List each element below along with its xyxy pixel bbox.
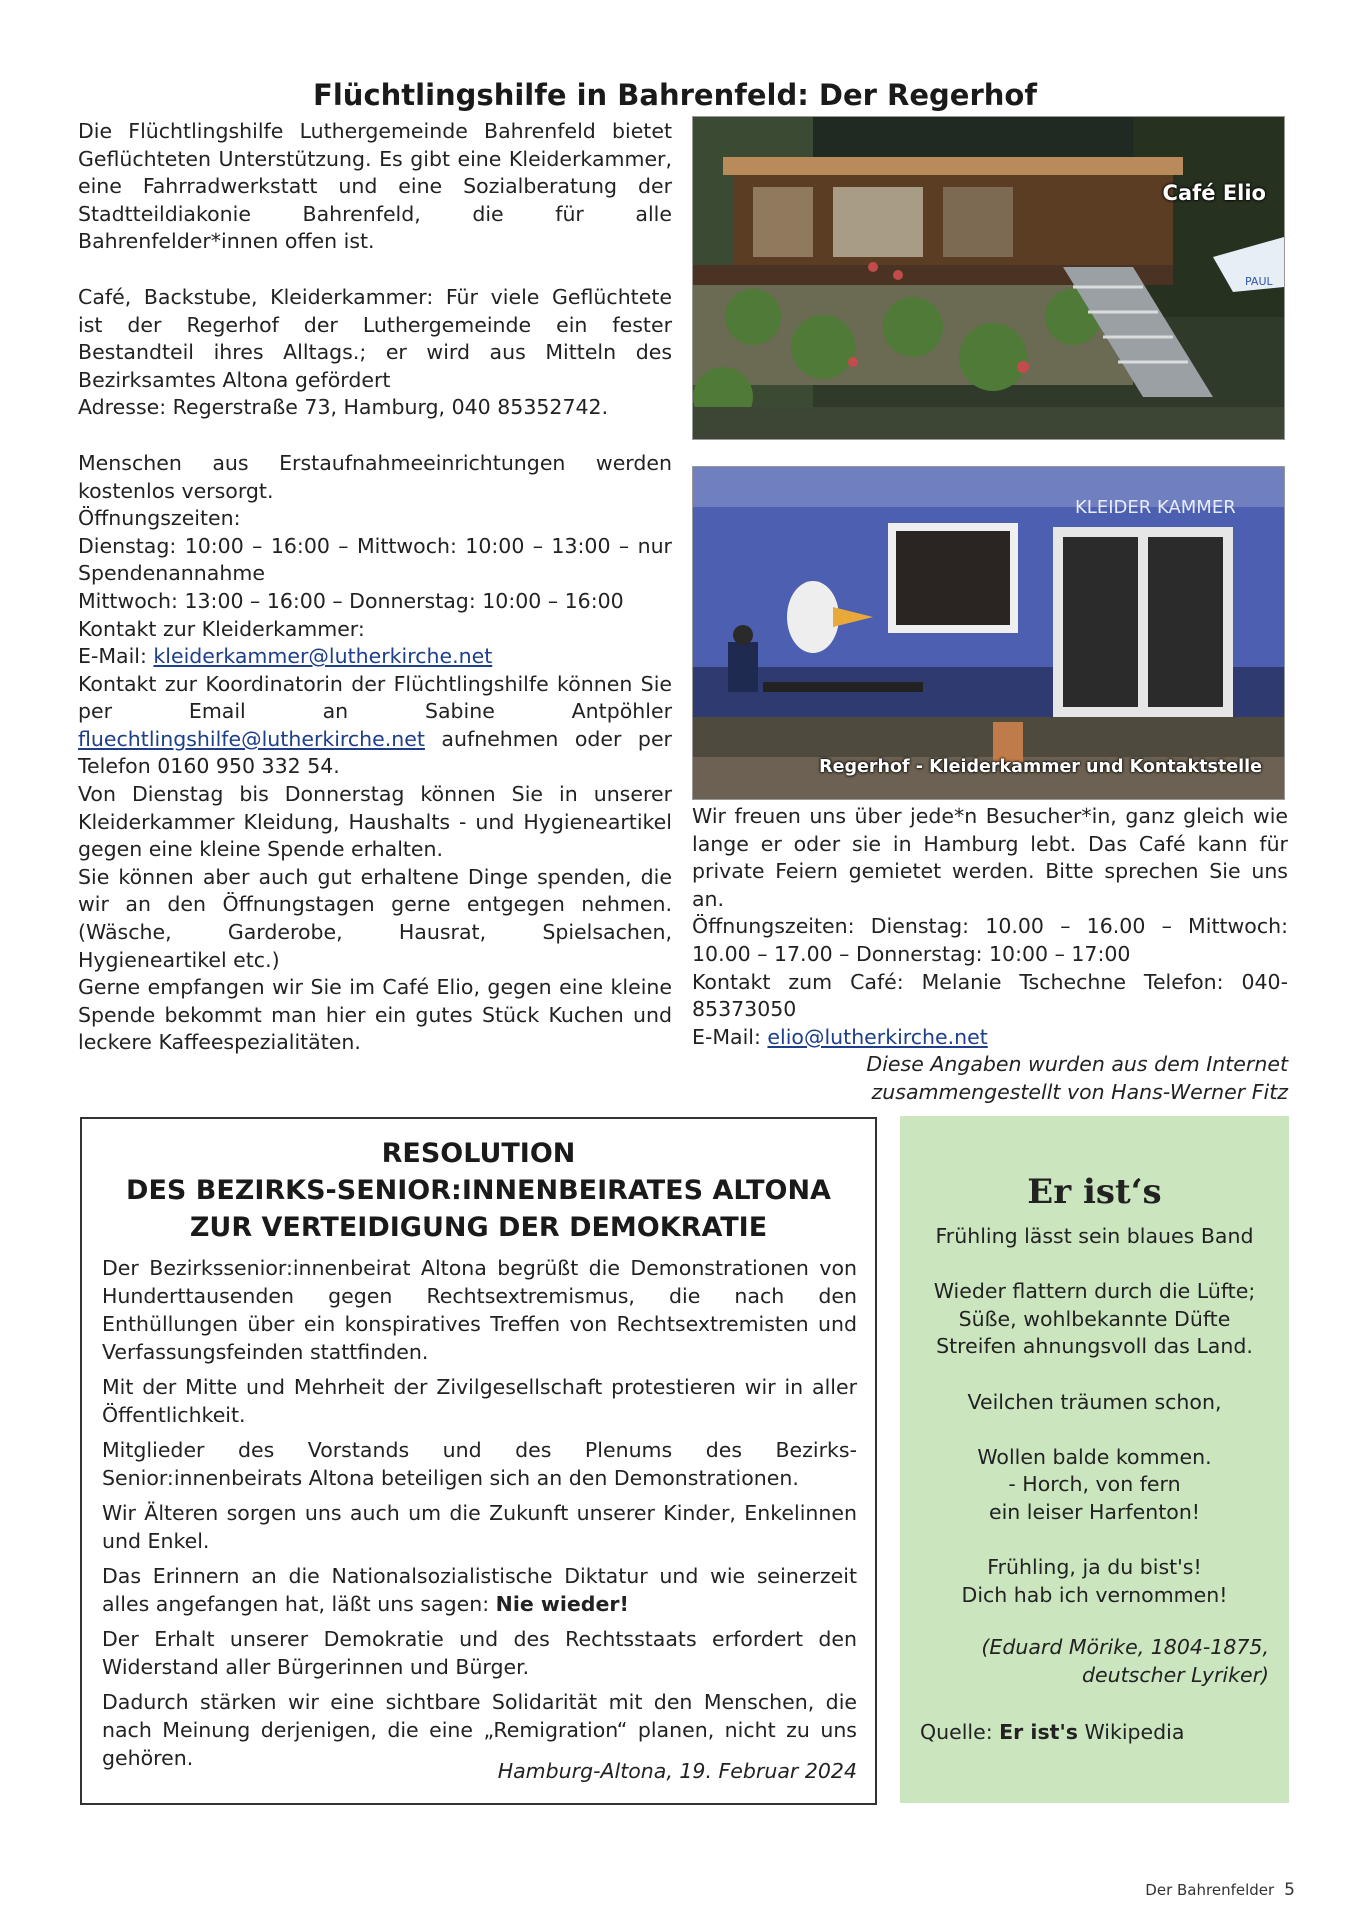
cafe-hours: Öffnungszeiten: Dienstag: 10.00 – 16.00 – Mittwoch: 10.00 – 17.00 – Donnerstag: 10:00 – 17:00: [692, 914, 1288, 966]
article-para3: Menschen aus Erstaufnahmeeinrichtungen werden kostenlos versorgt.: [78, 450, 672, 503]
poem-line: Veilchen träumen schon,: [967, 1389, 1222, 1414]
contact-label: Kontakt zur Kleiderkammer:: [78, 616, 365, 641]
resolution-heading: [82, 1135, 875, 1246]
email-prefix: E-Mail:: [78, 644, 154, 669]
hours-line1: Dienstag: 10:00 – 16:00 – Mittwoch: 10:00 – 13:00 – nur Spendenannahme: [78, 533, 672, 586]
kleiderkammer-sign-text: KLEIDER KAMMER: [1075, 497, 1236, 518]
poem-line: Streifen ahnungsvoll das Land.: [936, 1334, 1253, 1359]
poem-stanza-2: [900, 1278, 1289, 1361]
resolution-p3: Mitglieder des Vorstands und des Plenums des Bezirks-Senior:innenbeirats Altona beteiligen sich an den Demonstrationen.: [102, 1438, 857, 1490]
publication-name: Der Bahrenfelder: [1145, 1881, 1275, 1899]
poem-source-suffix: Wikipedia: [1077, 1720, 1185, 1744]
resolution-p7: Dadurch stärken wir eine sichtbare Solidarität mit den Menschen, die nach Meinung derjenigen, die eine „Remigration“ planen, nicht zu uns gehören.: [102, 1690, 857, 1770]
resolution-p1: Der Bezirkssenior:innenbeirat Altona begrüßt die Demonstrationen von Hunderttausenden gegen Rechtsextremismus, die nach den Enthüllungen über ein konspiratives Treffen von Rechtsextremisten und Verfassungsfeinden stattfinden.: [102, 1256, 857, 1364]
poem-stanza-1: [900, 1223, 1289, 1251]
poem-line: ein leiser Harfenton!: [988, 1499, 1201, 1524]
poem-stanza-3: [900, 1389, 1289, 1417]
poem-source: [920, 1720, 1184, 1744]
article-left-column: [78, 118, 672, 1057]
poem-source-prefix: Quelle:: [920, 1720, 1000, 1744]
page-number: 5: [1284, 1880, 1295, 1900]
article-right-column: [692, 803, 1288, 1107]
cafe-email-link[interactable]: elio@lutherkirche.net: [767, 1024, 988, 1049]
cafe-elio-illustration: [693, 117, 1284, 439]
coordinator-tail: aufnehmen oder per Telefon 0160 950 332 54.: [78, 726, 672, 779]
credit-line1: Diese Angaben wurden aus dem Internet: [866, 1052, 1288, 1077]
article-title: Flüchtlingshilfe in Bahrenfeld: Der Regerhof: [313, 78, 1037, 112]
page-footer: [1145, 1880, 1295, 1900]
resolution-p6: Der Erhalt unserer Demokratie und des Rechtsstaats erfordert den Widerstand aller Bürgerinnen und Bürger.: [102, 1627, 857, 1679]
photo2-caption: Regerhof - Kleiderkammer und Kontaktstelle: [819, 757, 1262, 777]
poem-text: [900, 1223, 1289, 1637]
hours-label: Öffnungszeiten:: [78, 506, 241, 531]
poem-line: Wieder flattern durch die Lüfte;: [933, 1279, 1256, 1304]
poem-line: Wollen balde kommen.: [977, 1444, 1212, 1469]
poem-title: Er ist‘s: [1027, 1172, 1162, 1212]
cafe-email-line: [692, 1024, 1288, 1052]
article-para7: Wir freuen uns über jede*n Besucher*in, ganz gleich wie lange er oder sie in Hamburg lebt. Das Café kann für private Feiern gemietet werden. Bitte sprechen Sie uns an.: [692, 804, 1288, 911]
resolution-heading-line1: RESOLUTION: [381, 1138, 576, 1169]
poem-source-title: Er ist's: [999, 1720, 1078, 1744]
poem-line: Frühling, ja du bist's!: [987, 1555, 1202, 1580]
hours-line2: Mittwoch: 13:00 – 16:00 – Donnerstag: 10:00 – 16:00: [78, 588, 624, 613]
cafe-elio-photo: [692, 116, 1285, 440]
resolution-date: Hamburg-Altona, 19. Februar 2024: [497, 1759, 857, 1783]
article-para6: Gerne empfangen wir Sie im Café Elio, gegen eine kleine Spende bekommt man hier ein gutes Stück Kuchen und leckere Kaffeespezialitäten.: [78, 975, 672, 1055]
article-intro: Die Flüchtlingshilfe Luthergemeinde Bahrenfeld bietet Geflüchteten Unterstützung. Es gibt eine Kleiderkammer, eine Fahrradwerkstatt und eine Sozialberatung der Stadtteildiakonie Bahrenfeld, die für alle Bahrenfelder*innen offen ist.: [78, 119, 672, 254]
poem-line: - Horch, von fern: [1008, 1472, 1181, 1497]
poem-stanza-4: [900, 1444, 1289, 1527]
poem-line: Dich hab ich vernommen!: [961, 1582, 1228, 1607]
resolution-box: [80, 1117, 877, 1805]
resolution-p5: [102, 1562, 857, 1618]
poem-box: [900, 1116, 1289, 1803]
resolution-p4: Wir Älteren sorgen uns auch um die Zukunft unserer Kinder, Enkelinnen und Enkel.: [102, 1501, 857, 1553]
article-para4: Von Dienstag bis Donnerstag können Sie in unserer Kleiderkammer Kleidung, Haushalts - und Hygieneartikel gegen eine kleine Spende erhalten.: [78, 782, 672, 862]
poem-author-line1: (Eduard Mörike, 1804-1875,: [981, 1635, 1269, 1659]
credit-line2: zusammengestellt von Hans-Werner Fitz: [871, 1079, 1288, 1104]
article-para2: Café, Backstube, Kleiderkammer: Für viele Geflüchtete ist der Regerhof der Luthergemeinde ein fester Bestandteil ihres Alltags.; er wird aus Mitteln des Bezirksamtes Altona gefördert: [78, 284, 672, 392]
article-para5: Sie können aber auch gut erhaltene Dinge spenden, die wir an den Öffnungstagen gerne entgegen nehmen. (Wäsche, Garderobe, Hausrat, Spielsachen, Hygieneartikel etc.): [78, 864, 672, 972]
resolution-p2: Mit der Mitte und Mehrheit der Zivilgesellschaft protestieren wir in aller Öffentlichkeit.: [102, 1375, 857, 1427]
resolution-heading-line2: DES BEZIRKS-SENIOR:INNENBEIRATES ALTONA: [126, 1175, 831, 1206]
article-address: Adresse: Regerstraße 73, Hamburg, 040 85352742.: [78, 395, 609, 420]
kleiderkammer-email-link[interactable]: kleiderkammer@lutherkirche.net: [153, 644, 493, 669]
poem-stanza-5: [900, 1554, 1289, 1609]
resolution-body: [102, 1254, 857, 1779]
resolution-heading-line3: ZUR VERTEIDIGUNG DER DEMOKRATIE: [189, 1212, 768, 1243]
poem-author-line2: deutscher Lyriker): [1081, 1662, 1269, 1687]
kleiderkammer-photo: [692, 466, 1285, 800]
umbrella-text: PAUL: [1245, 275, 1273, 288]
resolution-p5-text: Das Erinnern an die Nationalsozialistische Diktatur und wie seinerzeit alles angefangen hat, läßt uns sagen:: [102, 1564, 857, 1616]
photo1-caption: Café Elio: [1162, 181, 1266, 205]
cafe-email-prefix: E-Mail:: [692, 1024, 768, 1049]
poem-author: [981, 1634, 1269, 1689]
kleiderkammer-illustration: [693, 467, 1284, 799]
cafe-contact: Kontakt zum Café: Melanie Tschechne Telefon: 040-85373050: [692, 969, 1288, 1022]
coordinator-paragraph: [78, 671, 672, 781]
email-line: [78, 643, 672, 671]
poem-line: Frühling lässt sein blaues Band: [935, 1224, 1254, 1248]
poem-line: Süße, wohlbekannte Düfte: [958, 1306, 1231, 1331]
resolution-p5-bold: Nie wieder!: [495, 1592, 629, 1616]
fluechtlingshilfe-email-link[interactable]: fluechtlingshilfe@lutherkirche.net: [78, 726, 425, 751]
coordinator-text: Kontakt zur Koordinatorin der Flüchtlingshilfe können Sie per Email an Sabine Antpöhler: [78, 671, 672, 724]
